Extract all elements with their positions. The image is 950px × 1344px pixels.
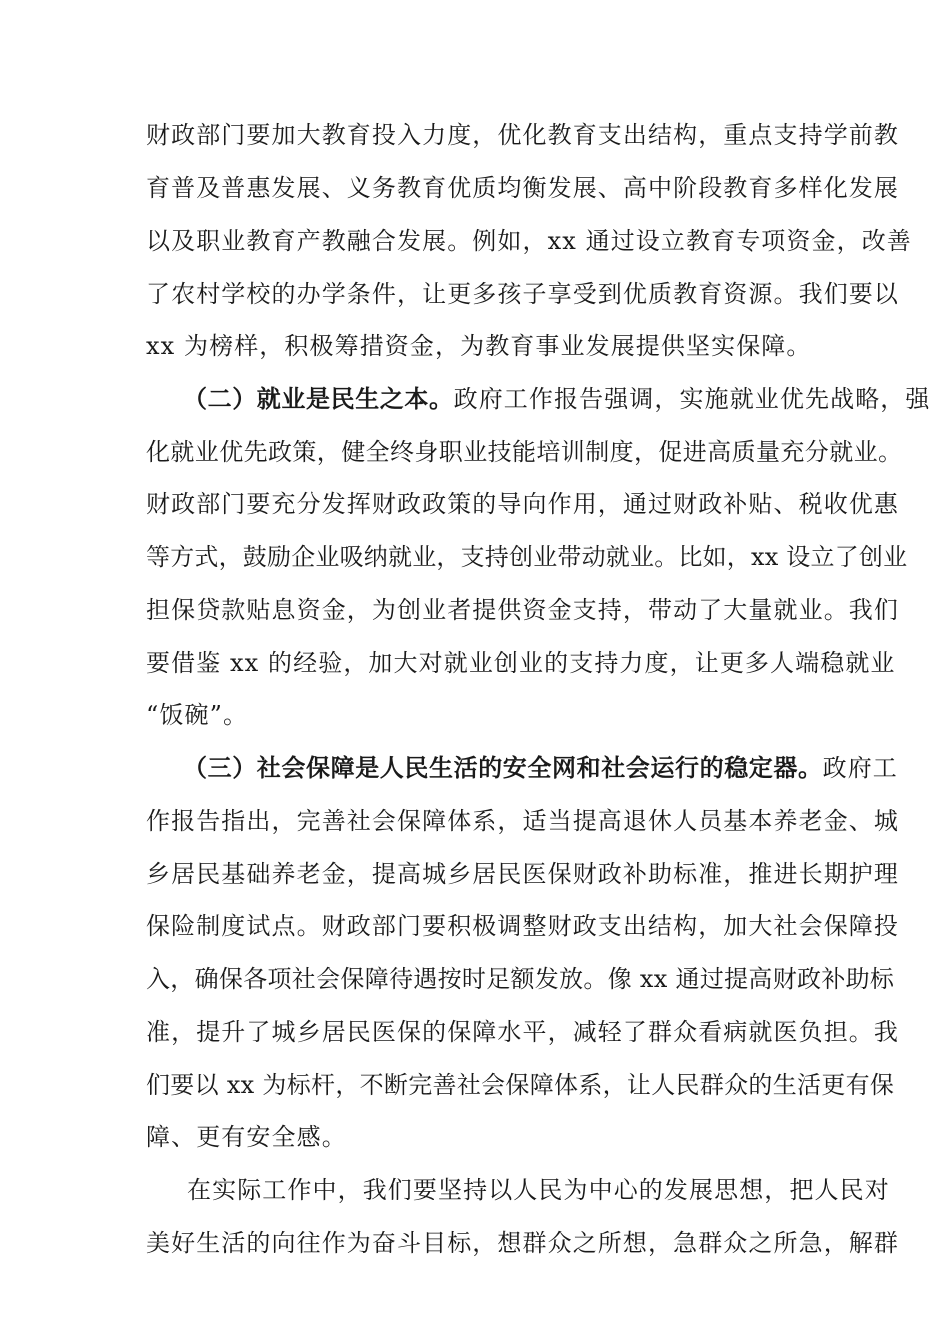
section-3-heading: （三）社会保障是人民生活的安全网和社会运行的稳定器。	[183, 754, 823, 782]
paragraph-line: 了农村学校的办学条件，让更多孩子享受到优质教育资源。我们要以	[146, 280, 899, 308]
paragraph-line: 乡居民基础养老金，提高城乡居民医保财政补助标准，推进长期护理	[146, 860, 899, 888]
section-2-heading: （二）就业是民生之本。	[183, 385, 454, 413]
paragraph-line: 等方式，鼓励企业吸纳就业，支持创业带动就业。比如，xx 设立了创业	[146, 543, 908, 571]
paragraph-line: 准，提升了城乡居民医保的保障水平，减轻了群众看病就医负担。我	[146, 1018, 899, 1046]
section-2-first-line	[183, 383, 931, 415]
paragraph-line: 们要以 xx 为标杆，不断完善社会保障体系，让人民群众的生活更有保	[146, 1071, 895, 1099]
paragraph-line: 障、更有安全感。	[146, 1123, 347, 1151]
paragraph-line: 财政部门要充分发挥财政政策的导向作用，通过财政补贴、税收优惠	[146, 490, 899, 518]
paragraph-line: 入，确保各项社会保障待遇按时足额发放。像 xx 通过提高财政补助标	[146, 965, 895, 993]
paragraph-line: 在实际工作中，我们要坚持以人民为中心的发展思想，把人民对	[187, 1176, 890, 1204]
paragraph-line: 担保贷款贴息资金，为创业者提供资金支持，带动了大量就业。我们	[146, 596, 899, 624]
section-2-first-line-text: 政府工作报告强调，实施就业优先战略，强	[453, 385, 931, 413]
paragraph-line: 以及职业教育产教融合发展。例如，xx 通过设立教育专项资金，改善	[146, 227, 912, 255]
paragraph-line: xx 为榜样，积极筹措资金，为教育事业发展提供坚实保障。	[146, 332, 812, 360]
paragraph-line: 作报告指出，完善社会保障体系，适当提高退休人员基本养老金、城	[146, 807, 899, 835]
paragraph-line: 要借鉴 xx 的经验，加大对就业创业的支持力度，让更多人端稳就业	[146, 649, 896, 677]
paragraph-line: “饭碗”。	[146, 701, 249, 729]
paragraph-line: 化就业优先政策，健全终身职业技能培训制度，促进高质量充分就业。	[146, 438, 903, 466]
paragraph-line: 美好生活的向往作为奋斗目标，想群众之所想，急群众之所急，解群	[146, 1229, 899, 1257]
section-3-first-line-text: 政府工	[822, 754, 898, 782]
section-3-first-line	[183, 752, 898, 784]
paragraph-line: 财政部门要加大教育投入力度，优化教育支出结构，重点支持学前教	[146, 121, 899, 149]
paragraph-line: 育普及普惠发展、义务教育优质均衡发展、高中阶段教育多样化发展	[146, 174, 899, 202]
paragraph-line: 保险制度试点。财政部门要积极调整财政支出结构，加大社会保障投	[146, 912, 899, 940]
